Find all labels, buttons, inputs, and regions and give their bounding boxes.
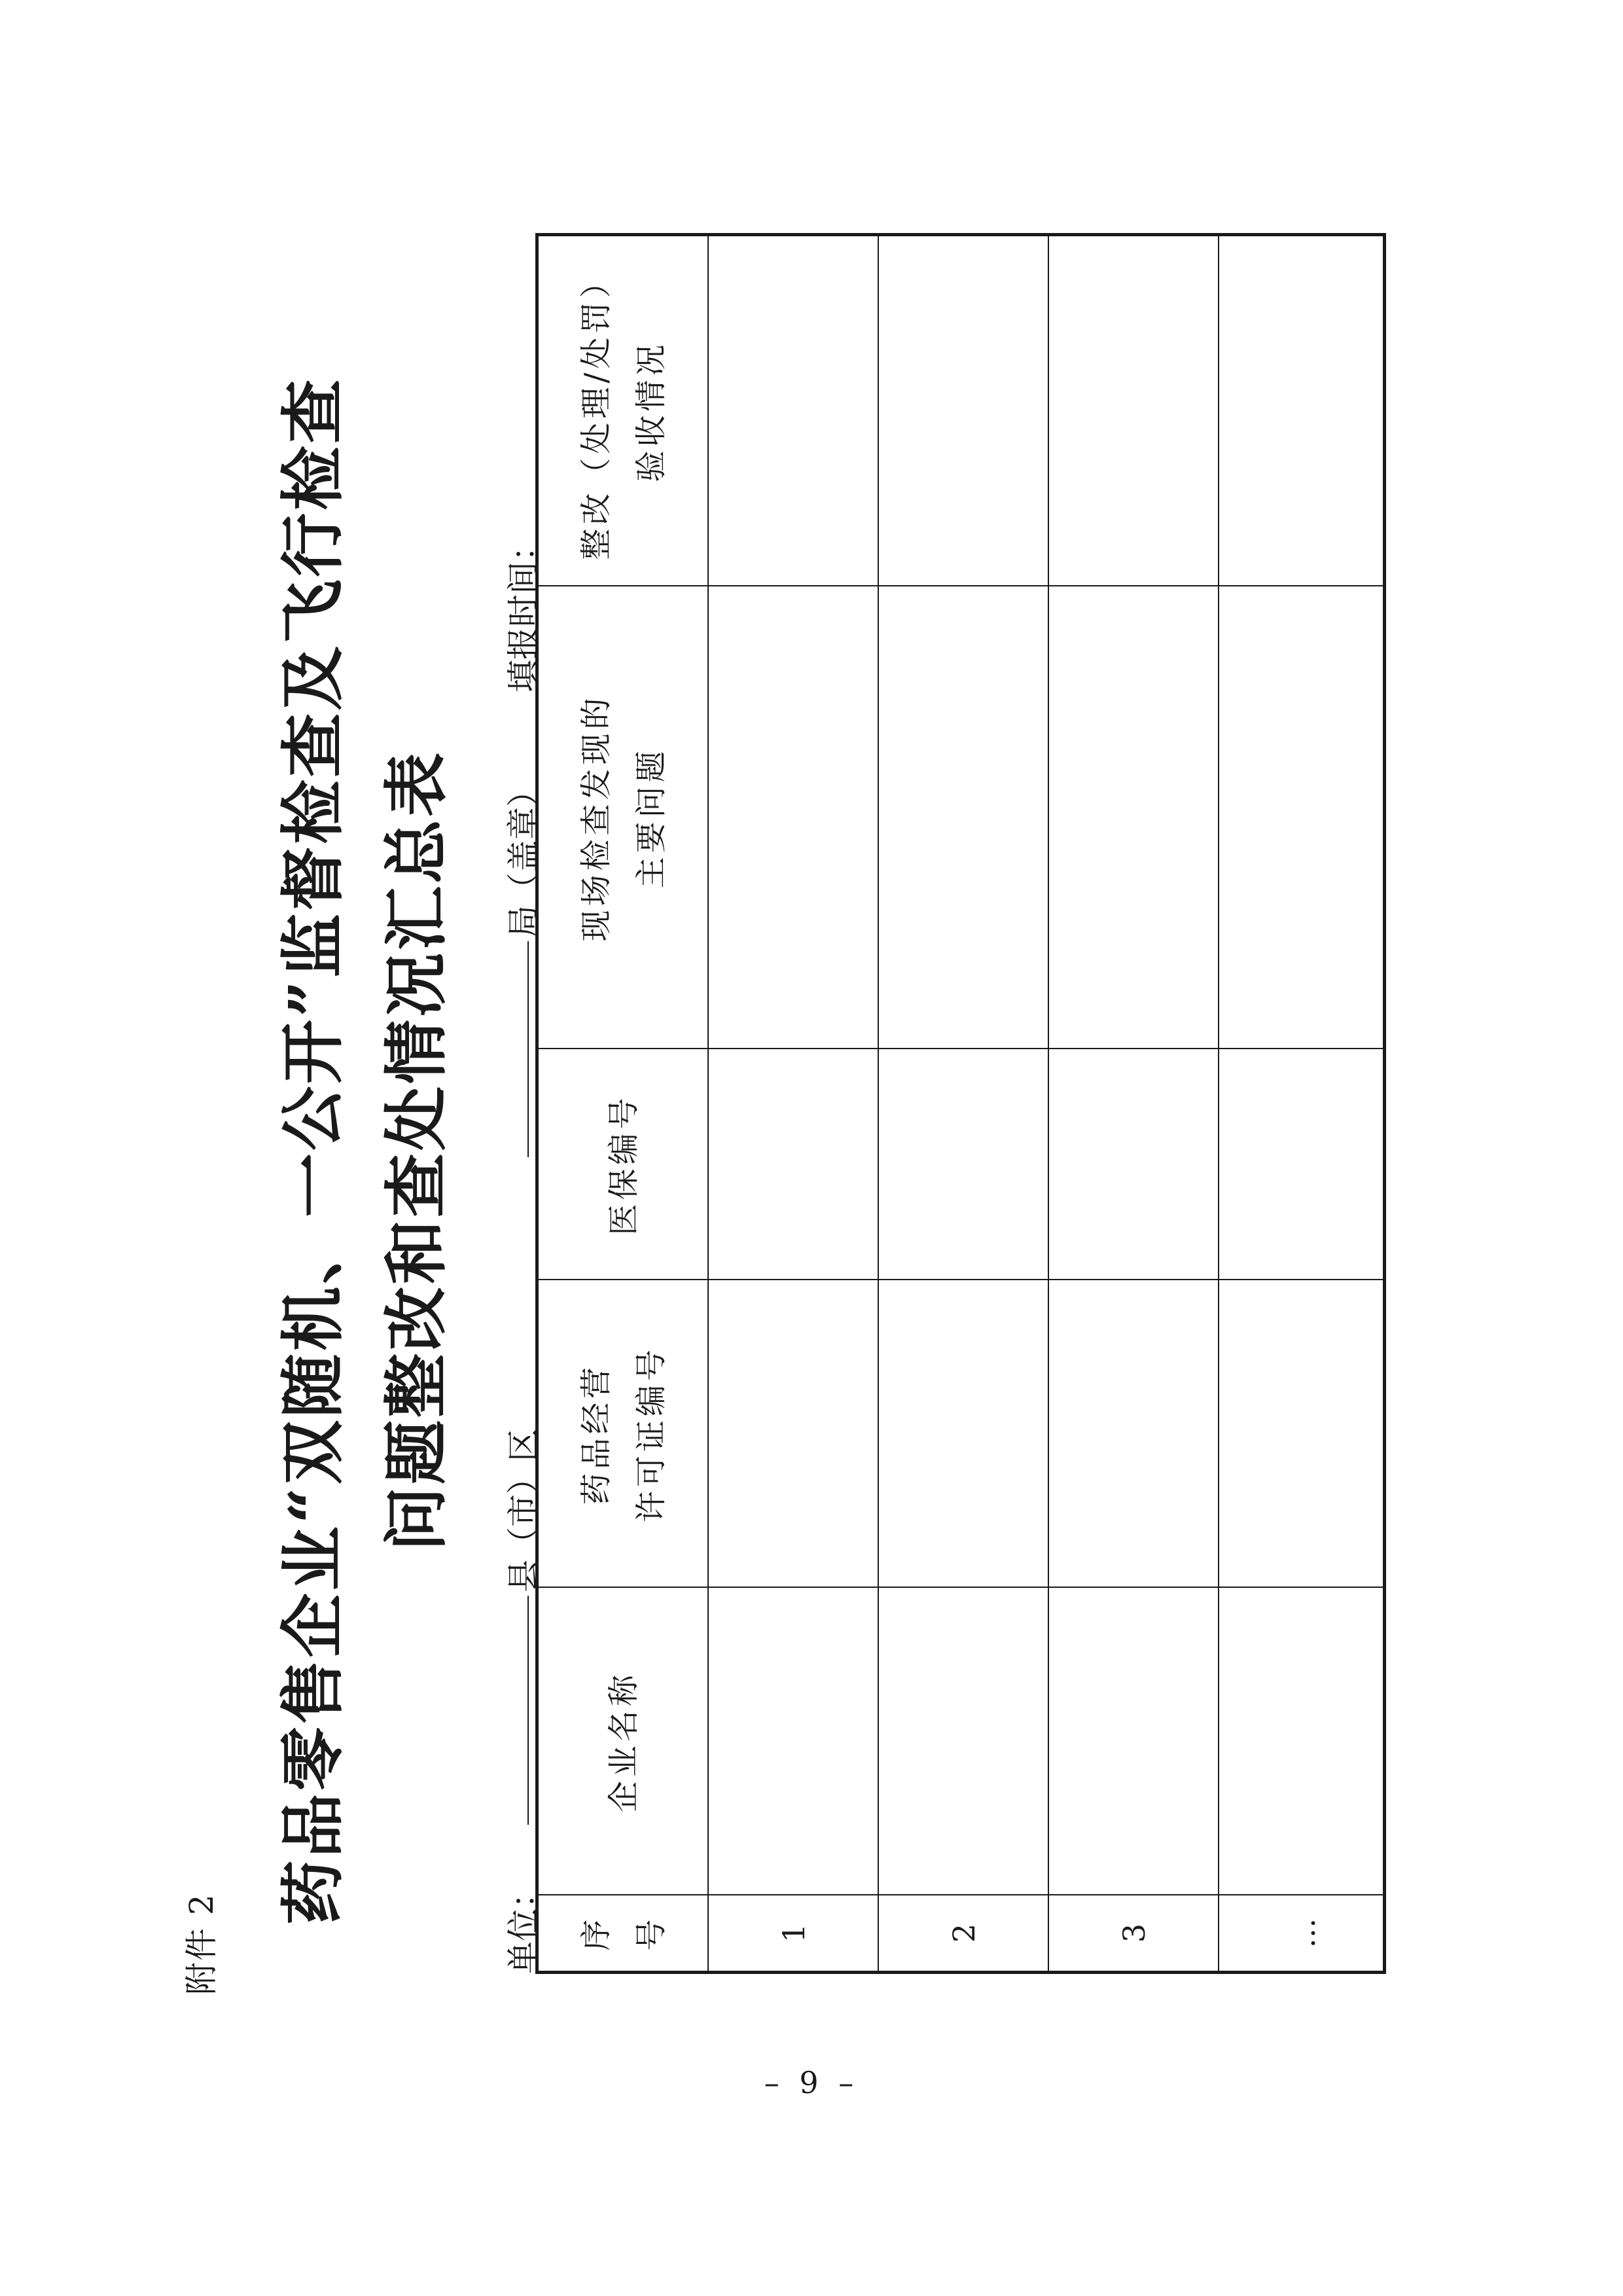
- header-rectify-line2: 验收情况: [633, 340, 669, 482]
- header-problems-line1: 现场检查发现的: [578, 694, 615, 942]
- county-label: 县（市）区: [505, 1429, 543, 1592]
- row-divider: [1218, 236, 1219, 1971]
- header-company-line1: 企业名称: [605, 1671, 642, 1813]
- table-row-seq: 3: [1116, 1923, 1152, 1943]
- table-row-seq: …: [1287, 1918, 1322, 1948]
- fill-time-label: 填报时间：: [505, 529, 543, 692]
- header-seq-line1: 序: [578, 1915, 615, 1951]
- document-title-line2: 问题整改和查处情况汇总表: [379, 750, 454, 1552]
- header-insurance-number: [539, 1049, 709, 1280]
- header-license-line2: 许可证编号: [633, 1346, 669, 1523]
- header-rectify-line1: 整改（处理/处罚）: [578, 262, 615, 560]
- bureau-blank-line[interactable]: [527, 941, 529, 1157]
- header-insurance-line1: 医保编号: [605, 1094, 642, 1236]
- header-problems-line2: 主要问题: [633, 747, 669, 889]
- unit-blank-line[interactable]: [527, 1596, 529, 1825]
- document-title-line1: 药品零售企业“双随机、一公开”监督检查及飞行检查: [276, 376, 351, 1925]
- summary-table: [535, 233, 1386, 1974]
- header-company-name: [539, 1588, 709, 1895]
- unit-label: 单位：: [505, 1876, 543, 1974]
- header-rectification-status: [539, 236, 709, 586]
- table-row-seq: 2: [946, 1923, 982, 1943]
- row-divider: [878, 236, 879, 1971]
- header-seq-line2: 号: [633, 1915, 669, 1951]
- page-number: – 9 –: [764, 2065, 859, 2100]
- header-seq: [539, 1895, 709, 1971]
- header-license-line1: 药品经营: [578, 1363, 615, 1505]
- header-main-problems: [539, 586, 709, 1049]
- bureau-stamp-label: 局（盖章）: [505, 774, 543, 938]
- table-row-seq: 1: [776, 1923, 812, 1943]
- row-divider: [1048, 236, 1049, 1971]
- header-license-number: [539, 1280, 709, 1588]
- annex-label: 附件 2: [183, 1893, 221, 1995]
